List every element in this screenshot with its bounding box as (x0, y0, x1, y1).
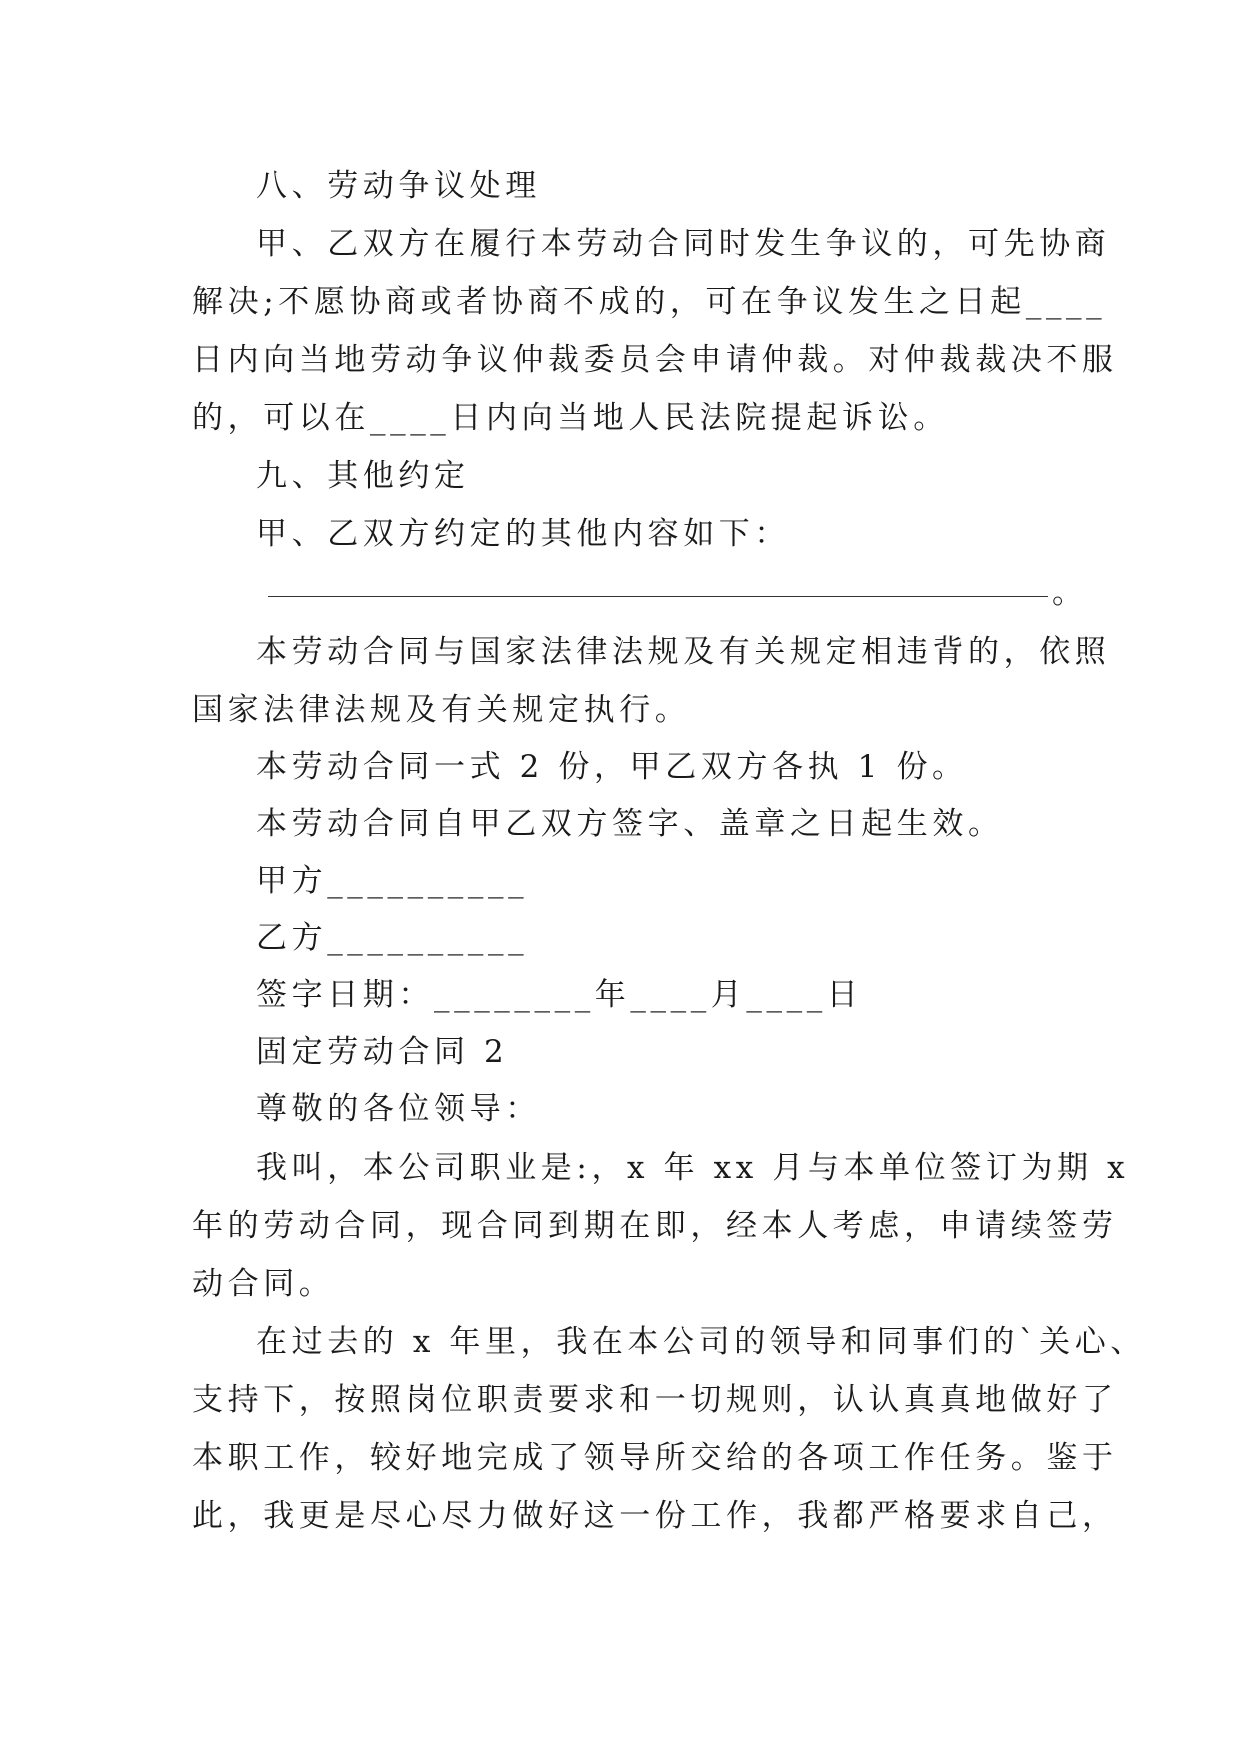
paragraph-line: 本劳动合同自甲乙双方签字、盖章之日起生效。 (256, 806, 1004, 842)
paragraph-line: 本职工作，较好地完成了领导所交给的各项工作任务。鉴于 (192, 1440, 1118, 1476)
party-b-signature: 乙方__________ (256, 920, 529, 956)
paragraph-line: 年的劳动合同，现合同到期在即，经本人考虑，申请续签劳 (192, 1208, 1118, 1244)
fill-in-blank-line (268, 594, 1048, 597)
paragraph-line: 国家法律法规及有关规定执行。 (192, 692, 691, 728)
party-a-signature: 甲方__________ (256, 863, 529, 899)
paragraph-line: 支持下，按照岗位职责要求和一切规则，认认真真地做好了 (192, 1382, 1118, 1418)
document-title-2: 固定劳动合同 2 (256, 1034, 509, 1070)
section-heading-other: 九、其他约定 (256, 458, 470, 494)
paragraph-line: 本劳动合同一式 2 份，甲乙双方各执 1 份。 (256, 749, 968, 785)
salutation: 尊敬的各位领导： (256, 1091, 541, 1127)
paragraph-line: 的，可以在____日内向当地人民法院提起诉讼。 (192, 400, 949, 436)
section-heading-dispute: 八、劳动争议处理 (256, 168, 541, 204)
paragraph-line: 甲、乙双方在履行本劳动合同时发生争议的，可先协商 (256, 226, 1111, 262)
paragraph-line: 本劳动合同与国家法律法规及有关规定相违背的，依照 (256, 634, 1111, 670)
signature-date: 签字日期：________年____月____日 (256, 977, 863, 1013)
blank-line-period: 。 (1052, 575, 1083, 611)
paragraph-line: 我叫，本公司职业是:，x 年 xx 月与本单位签订为期 x (256, 1150, 1130, 1186)
paragraph-line: 此，我更是尽心尽力做好这一份工作，我都严格要求自己， (192, 1498, 1118, 1534)
paragraph-line: 动合同。 (192, 1266, 335, 1302)
paragraph-line: 解决;不愿协商或者协商不成的，可在争议发生之日起____ (192, 284, 1107, 320)
paragraph-line: 日内向当地劳动争议仲裁委员会申请仲裁。对仲裁裁决不服 (192, 342, 1118, 378)
paragraph-line: 在过去的 x 年里，我在本公司的领导和同事们的`关心、 (256, 1324, 1146, 1360)
paragraph-line: 甲、乙双方约定的其他内容如下： (256, 516, 790, 552)
